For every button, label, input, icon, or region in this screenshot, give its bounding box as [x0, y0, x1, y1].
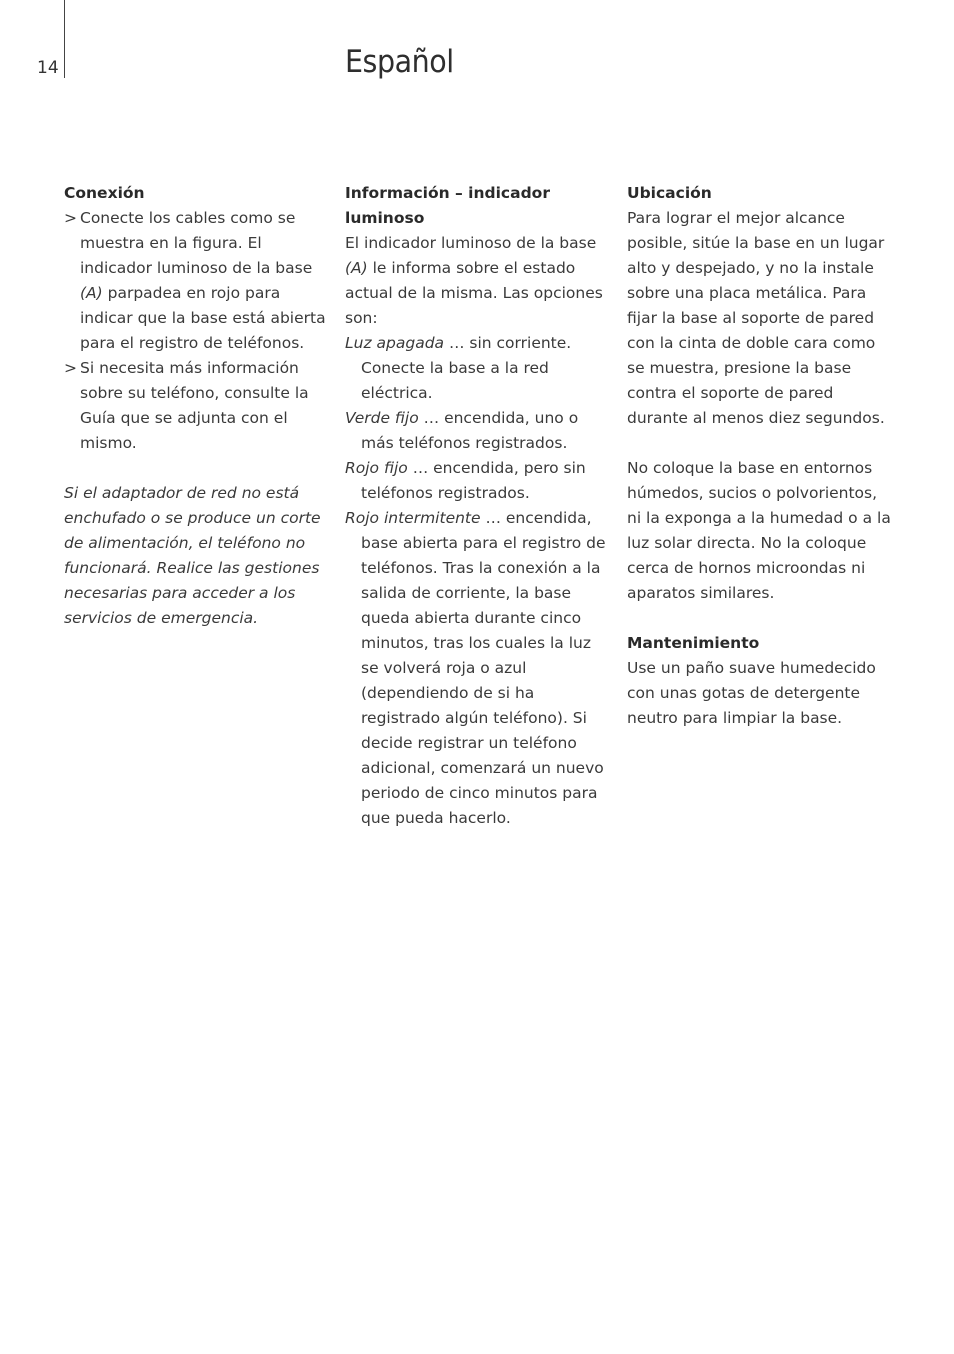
intro-text: le informa sobre el estado actual de la misma. Las opciones son:: [345, 259, 603, 327]
page-number: 14: [37, 58, 59, 78]
bullet-more-info: [64, 356, 330, 456]
state-item: [345, 506, 613, 831]
heading-indicador: Información – indicador luminoso: [345, 184, 550, 227]
bullet-text: parpadea en rojo para indicar que la base está abierta para el registro de teléfonos.: [80, 284, 326, 352]
heading-conexion: Conexión: [64, 184, 145, 202]
state-text: … encendida, pero sin teléfonos registrados.: [361, 459, 586, 502]
location-paragraph: Para lograr el mejor alcance posible, sitúe la base en un lugar alto y despejado, y no la instale sobre una placa metálica. Para fijar la base al soporte de pared con la cinta de doble cara como se muestra, presione la base contra el soporte de pared durante al menos diez segundos.: [627, 209, 885, 427]
intro-text: El indicador luminoso de la base: [345, 234, 597, 252]
state-label: Verde fijo: [345, 409, 419, 427]
bullet-marker: >: [64, 209, 77, 227]
state-text: … encendida, base abierta para el registro de teléfonos. Tras la conexión a la salida de corriente, la base queda abierta durante cinco minutos, tras los cuales la luz se volverá roja o azul (dependiendo de si ha registrado algún teléfono). Si decide registrar un teléfono adicional, comenzará un nuevo periodo de cinco minutos para que pueda hacerlo.: [361, 509, 606, 827]
reference-a: (A): [80, 284, 103, 302]
state-item: [345, 406, 613, 456]
environment-paragraph: No coloque la base en entornos húmedos, sucios o polvorientos, ni la exponga a la humedad o a la luz solar directa. No la coloque cerca de hornos microondas ni aparatos similares.: [627, 459, 891, 602]
heading-ubicacion: Ubicación: [627, 184, 712, 202]
state-item: [345, 331, 613, 406]
maintenance-paragraph: Use un paño suave humedecido con unas gotas de detergente neutro para limpiar la base.: [627, 659, 876, 727]
state-label: Rojo fijo: [345, 459, 408, 477]
heading-mantenimiento: Mantenimiento: [627, 634, 760, 652]
indicator-intro: [345, 231, 613, 331]
bullet-text: Si necesita más información sobre su teléfono, consulte la Guía que se adjunta con el mismo.: [80, 359, 309, 452]
column-location-maintenance: [627, 181, 895, 731]
reference-a: (A): [345, 259, 368, 277]
state-label: Luz apagada: [345, 334, 445, 352]
margin-rule: [64, 0, 65, 78]
power-outage-note: Si el adaptador de red no está enchufado o se produce un corte de alimentación, el teléfono no funcionará. Realice las gestiones necesarias para acceder a los servicios de emergencia.: [64, 484, 321, 627]
page-title: Español: [345, 44, 454, 80]
state-label: Rojo intermitente: [345, 509, 481, 527]
state-text: … encendida, uno o más teléfonos registrados.: [361, 409, 579, 452]
column-connection: [64, 181, 330, 631]
bullet-marker: >: [64, 359, 77, 377]
bullet-text: Conecte los cables como se muestra en la figura. El indicador luminoso de la base: [80, 209, 313, 277]
bullet-connect-cables: [64, 206, 330, 356]
state-text: … sin corriente. Conecte la base a la red eléctrica.: [361, 334, 572, 402]
state-item: [345, 456, 613, 506]
column-indicator-info: [345, 181, 613, 831]
